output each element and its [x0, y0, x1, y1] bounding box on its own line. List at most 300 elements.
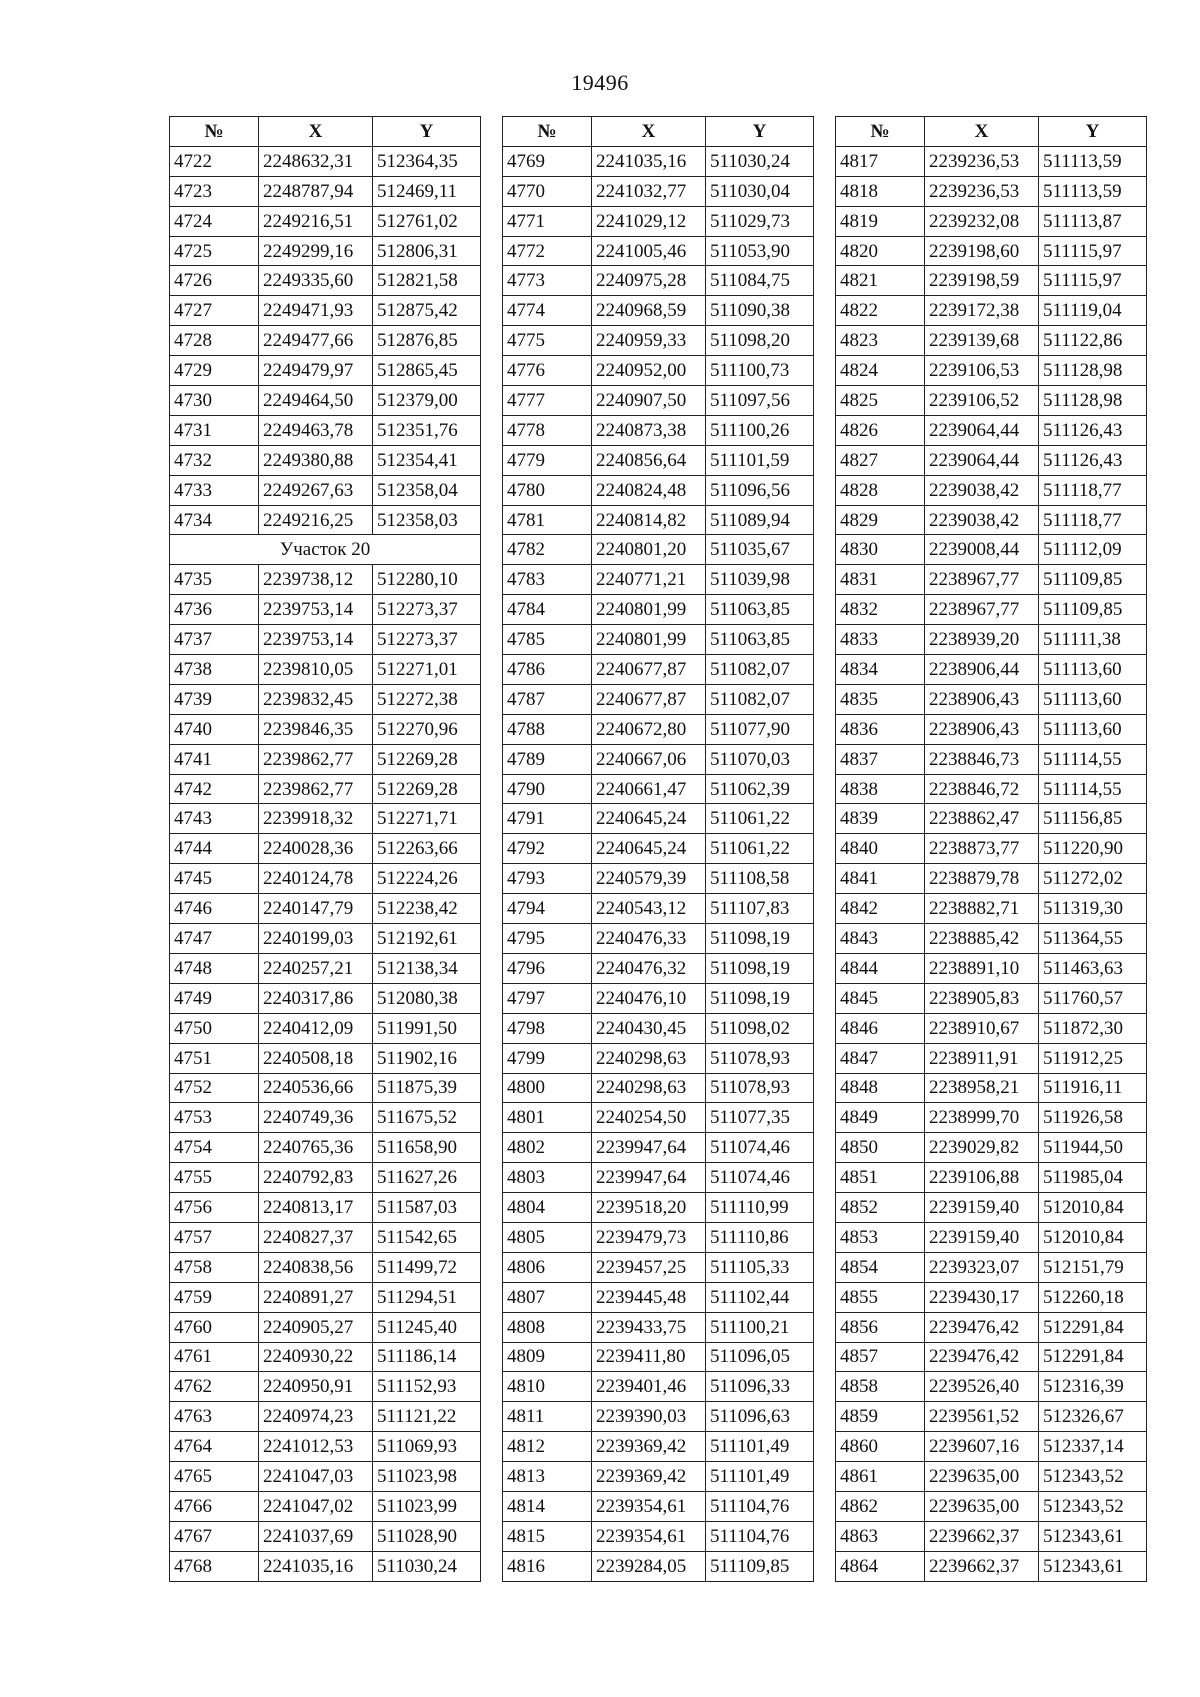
- point-number-cell: 4749: [170, 983, 259, 1013]
- point-number-cell: 4784: [503, 595, 592, 625]
- table-row: [503, 953, 814, 983]
- table-row: [836, 655, 1147, 685]
- point-number-cell: 4765: [170, 1462, 259, 1492]
- point-number-cell: 4797: [503, 983, 592, 1013]
- y-coordinate-cell: 511220,90: [1039, 834, 1147, 864]
- table-row: [836, 684, 1147, 714]
- y-coordinate-cell: 511126,43: [1039, 445, 1147, 475]
- x-coordinate-cell: 2239635,00: [925, 1462, 1039, 1492]
- y-coordinate-cell: 511102,44: [706, 1282, 814, 1312]
- point-number-cell: 4803: [503, 1163, 592, 1193]
- x-coordinate-cell: 2239064,44: [925, 415, 1039, 445]
- point-number-cell: 4793: [503, 864, 592, 894]
- y-coordinate-cell: 511096,33: [706, 1372, 814, 1402]
- table-row: [836, 266, 1147, 296]
- y-coordinate-cell: 512343,61: [1039, 1521, 1147, 1551]
- point-number-cell: 4802: [503, 1133, 592, 1163]
- point-number-cell: 4762: [170, 1372, 259, 1402]
- x-coordinate-cell: 2238846,73: [925, 744, 1039, 774]
- table-row: [836, 296, 1147, 326]
- table-row: [503, 1462, 814, 1492]
- table-row: [170, 1163, 481, 1193]
- y-coordinate-cell: 511104,76: [706, 1491, 814, 1521]
- y-coordinate-cell: 511096,56: [706, 475, 814, 505]
- table-row: [170, 445, 481, 475]
- x-coordinate-cell: 2238958,21: [925, 1073, 1039, 1103]
- y-coordinate-cell: 511110,86: [706, 1222, 814, 1252]
- x-coordinate-cell: 2240907,50: [592, 386, 706, 416]
- x-coordinate-cell: 2239753,14: [259, 595, 373, 625]
- table-row: [836, 894, 1147, 924]
- x-coordinate-cell: 2240672,80: [592, 714, 706, 744]
- y-coordinate-cell: 511128,98: [1039, 386, 1147, 416]
- table-row: [503, 744, 814, 774]
- table-row: [836, 1342, 1147, 1372]
- y-coordinate-cell: 512821,58: [373, 266, 481, 296]
- table-row: [836, 1462, 1147, 1492]
- x-coordinate-cell: 2241037,69: [259, 1521, 373, 1551]
- point-number-cell: 4754: [170, 1133, 259, 1163]
- y-coordinate-cell: 511077,90: [706, 714, 814, 744]
- point-number-cell: 4740: [170, 714, 259, 744]
- y-coordinate-cell: 511070,03: [706, 744, 814, 774]
- header-number: №: [170, 117, 259, 147]
- table-row: [503, 475, 814, 505]
- table-row: [836, 1163, 1147, 1193]
- x-coordinate-cell: 2239947,64: [592, 1133, 706, 1163]
- point-number-cell: 4847: [836, 1043, 925, 1073]
- table-row: [170, 505, 481, 535]
- point-number-cell: 4752: [170, 1073, 259, 1103]
- header-x: X: [259, 117, 373, 147]
- point-number-cell: 4771: [503, 206, 592, 236]
- point-number-cell: 4795: [503, 924, 592, 954]
- y-coordinate-cell: 511096,05: [706, 1342, 814, 1372]
- point-number-cell: 4783: [503, 565, 592, 595]
- table-row: [170, 924, 481, 954]
- y-coordinate-cell: 511074,46: [706, 1163, 814, 1193]
- point-number-cell: 4777: [503, 386, 592, 416]
- point-number-cell: 4782: [503, 535, 592, 565]
- x-coordinate-cell: 2238873,77: [925, 834, 1039, 864]
- table-row: [170, 475, 481, 505]
- x-coordinate-cell: 2248632,31: [259, 146, 373, 176]
- x-coordinate-cell: 2239354,61: [592, 1491, 706, 1521]
- y-coordinate-cell: 511104,76: [706, 1521, 814, 1551]
- point-number-cell: 4814: [503, 1491, 592, 1521]
- x-coordinate-cell: 2239607,16: [925, 1432, 1039, 1462]
- table-row: [503, 565, 814, 595]
- table-row: [503, 236, 814, 266]
- x-coordinate-cell: 2238939,20: [925, 625, 1039, 655]
- point-number-cell: 4728: [170, 326, 259, 356]
- y-coordinate-cell: 511675,52: [373, 1103, 481, 1133]
- x-coordinate-cell: 2241047,03: [259, 1462, 373, 1492]
- y-coordinate-cell: 511111,38: [1039, 625, 1147, 655]
- point-number-cell: 4859: [836, 1402, 925, 1432]
- x-coordinate-cell: 2238999,70: [925, 1103, 1039, 1133]
- y-coordinate-cell: 512080,38: [373, 983, 481, 1013]
- y-coordinate-cell: 511097,56: [706, 386, 814, 416]
- table-row: [836, 535, 1147, 565]
- point-number-cell: 4755: [170, 1163, 259, 1193]
- table-row: [503, 655, 814, 685]
- x-coordinate-cell: 2239198,59: [925, 266, 1039, 296]
- table-row: [836, 356, 1147, 386]
- y-coordinate-cell: 512010,84: [1039, 1222, 1147, 1252]
- table-row: [170, 894, 481, 924]
- table-row: [170, 1252, 481, 1282]
- y-coordinate-cell: 511030,24: [373, 1551, 481, 1581]
- table-row: [170, 684, 481, 714]
- y-coordinate-cell: 511121,22: [373, 1402, 481, 1432]
- y-coordinate-cell: 511035,67: [706, 535, 814, 565]
- point-number-cell: 4723: [170, 176, 259, 206]
- table-row: [503, 386, 814, 416]
- point-number-cell: 4764: [170, 1432, 259, 1462]
- table-row: [836, 1073, 1147, 1103]
- point-number-cell: 4738: [170, 655, 259, 685]
- x-coordinate-cell: 2239232,08: [925, 206, 1039, 236]
- x-coordinate-cell: 2240814,82: [592, 505, 706, 535]
- point-number-cell: 4858: [836, 1372, 925, 1402]
- point-number-cell: 4781: [503, 505, 592, 535]
- y-coordinate-cell: 511098,19: [706, 983, 814, 1013]
- table-row: [836, 415, 1147, 445]
- point-number-cell: 4779: [503, 445, 592, 475]
- point-number-cell: 4750: [170, 1013, 259, 1043]
- point-number-cell: 4844: [836, 953, 925, 983]
- table-row: [170, 1043, 481, 1073]
- point-number-cell: 4726: [170, 266, 259, 296]
- y-coordinate-cell: 511100,73: [706, 356, 814, 386]
- x-coordinate-cell: 2239106,88: [925, 1163, 1039, 1193]
- point-number-cell: 4785: [503, 625, 592, 655]
- page-number: 19496: [571, 70, 629, 95]
- y-coordinate-cell: 512354,41: [373, 445, 481, 475]
- point-number-cell: 4734: [170, 505, 259, 535]
- x-coordinate-cell: 2239139,68: [925, 326, 1039, 356]
- y-coordinate-cell: 511115,97: [1039, 266, 1147, 296]
- y-coordinate-cell: 511074,46: [706, 1133, 814, 1163]
- x-coordinate-cell: 2240476,32: [592, 953, 706, 983]
- point-number-cell: 4828: [836, 475, 925, 505]
- table-row: [503, 1372, 814, 1402]
- point-number-cell: 4751: [170, 1043, 259, 1073]
- x-coordinate-cell: 2239526,40: [925, 1372, 1039, 1402]
- table-row: [503, 535, 814, 565]
- point-number-cell: 4838: [836, 774, 925, 804]
- table-row: [836, 146, 1147, 176]
- x-coordinate-cell: 2239457,25: [592, 1252, 706, 1282]
- y-coordinate-cell: 511101,49: [706, 1462, 814, 1492]
- x-coordinate-cell: 2240430,45: [592, 1013, 706, 1043]
- table-row: [503, 804, 814, 834]
- table-row: [170, 296, 481, 326]
- table-row: [170, 1282, 481, 1312]
- point-number-cell: 4819: [836, 206, 925, 236]
- table-row: [503, 924, 814, 954]
- point-number-cell: 4743: [170, 804, 259, 834]
- point-number-cell: 4760: [170, 1312, 259, 1342]
- x-coordinate-cell: 2239753,14: [259, 625, 373, 655]
- header-x: X: [925, 117, 1039, 147]
- x-coordinate-cell: 2239198,60: [925, 236, 1039, 266]
- table-row: [170, 774, 481, 804]
- y-coordinate-cell: 511985,04: [1039, 1163, 1147, 1193]
- x-coordinate-cell: 2239433,75: [592, 1312, 706, 1342]
- point-number-cell: 4840: [836, 834, 925, 864]
- point-number-cell: 4804: [503, 1193, 592, 1223]
- point-number-cell: 4724: [170, 206, 259, 236]
- table-row: [170, 953, 481, 983]
- y-coordinate-cell: 512269,28: [373, 744, 481, 774]
- x-coordinate-cell: 2240476,10: [592, 983, 706, 1013]
- point-number-cell: 4756: [170, 1193, 259, 1223]
- point-number-cell: 4864: [836, 1551, 925, 1581]
- table-row: [836, 834, 1147, 864]
- table-row: [836, 505, 1147, 535]
- point-number-cell: 4849: [836, 1103, 925, 1133]
- x-coordinate-cell: 2240543,12: [592, 894, 706, 924]
- point-number-cell: 4806: [503, 1252, 592, 1282]
- x-coordinate-cell: 2240930,22: [259, 1342, 373, 1372]
- table-row: [836, 1432, 1147, 1462]
- y-coordinate-cell: 511096,63: [706, 1402, 814, 1432]
- point-number-cell: 4786: [503, 655, 592, 685]
- point-number-cell: 4824: [836, 356, 925, 386]
- x-coordinate-cell: 2240959,33: [592, 326, 706, 356]
- table-row: [503, 206, 814, 236]
- x-coordinate-cell: 2240645,24: [592, 804, 706, 834]
- coordinates-table-1: [169, 116, 481, 1582]
- x-coordinate-cell: 2239662,37: [925, 1551, 1039, 1581]
- y-coordinate-cell: 512224,26: [373, 864, 481, 894]
- x-coordinate-cell: 2240412,09: [259, 1013, 373, 1043]
- y-coordinate-cell: 511098,02: [706, 1013, 814, 1043]
- point-number-cell: 4826: [836, 415, 925, 445]
- x-coordinate-cell: 2240824,48: [592, 475, 706, 505]
- y-coordinate-cell: 511319,30: [1039, 894, 1147, 924]
- y-coordinate-cell: 511078,93: [706, 1043, 814, 1073]
- table-row: [503, 1103, 814, 1133]
- y-coordinate-cell: 511101,59: [706, 445, 814, 475]
- x-coordinate-cell: 2239172,38: [925, 296, 1039, 326]
- x-coordinate-cell: 2240579,39: [592, 864, 706, 894]
- table-row: [503, 1432, 814, 1462]
- x-coordinate-cell: 2239159,40: [925, 1193, 1039, 1223]
- point-number-cell: 4757: [170, 1222, 259, 1252]
- point-number-cell: 4856: [836, 1312, 925, 1342]
- table-row: [836, 326, 1147, 356]
- y-coordinate-cell: 511113,60: [1039, 684, 1147, 714]
- x-coordinate-cell: 2239284,05: [592, 1551, 706, 1581]
- point-number-cell: 4842: [836, 894, 925, 924]
- point-number-cell: 4787: [503, 684, 592, 714]
- x-coordinate-cell: 2238906,43: [925, 684, 1039, 714]
- table-row: [503, 1222, 814, 1252]
- x-coordinate-cell: 2249479,97: [259, 356, 373, 386]
- y-coordinate-cell: 512316,39: [1039, 1372, 1147, 1402]
- y-coordinate-cell: 511926,58: [1039, 1103, 1147, 1133]
- point-number-cell: 4737: [170, 625, 259, 655]
- x-coordinate-cell: 2239236,53: [925, 176, 1039, 206]
- x-coordinate-cell: 2249477,66: [259, 326, 373, 356]
- table-row: [503, 714, 814, 744]
- x-coordinate-cell: 2239430,17: [925, 1282, 1039, 1312]
- y-coordinate-cell: 511114,55: [1039, 774, 1147, 804]
- point-number-cell: 4845: [836, 983, 925, 1013]
- table-row: [503, 296, 814, 326]
- table-row: [836, 595, 1147, 625]
- point-number-cell: 4818: [836, 176, 925, 206]
- y-coordinate-cell: 511156,85: [1039, 804, 1147, 834]
- point-number-cell: 4739: [170, 684, 259, 714]
- point-number-cell: 4722: [170, 146, 259, 176]
- y-coordinate-cell: 511063,85: [706, 625, 814, 655]
- table-row: [503, 445, 814, 475]
- y-coordinate-cell: 511078,93: [706, 1073, 814, 1103]
- y-coordinate-cell: 511364,55: [1039, 924, 1147, 954]
- x-coordinate-cell: 2240765,36: [259, 1133, 373, 1163]
- y-coordinate-cell: 512138,34: [373, 953, 481, 983]
- y-coordinate-cell: 511069,93: [373, 1432, 481, 1462]
- point-number-cell: 4829: [836, 505, 925, 535]
- x-coordinate-cell: 2240838,56: [259, 1252, 373, 1282]
- y-coordinate-cell: 512263,66: [373, 834, 481, 864]
- point-number-cell: 4725: [170, 236, 259, 266]
- table-row: [836, 565, 1147, 595]
- y-coordinate-cell: 511499,72: [373, 1252, 481, 1282]
- y-coordinate-cell: 512010,84: [1039, 1193, 1147, 1223]
- x-coordinate-cell: 2240891,27: [259, 1282, 373, 1312]
- point-number-cell: 4823: [836, 326, 925, 356]
- point-number-cell: 4763: [170, 1402, 259, 1432]
- table-row: [836, 1252, 1147, 1282]
- y-coordinate-cell: 512351,76: [373, 415, 481, 445]
- y-coordinate-cell: 512865,45: [373, 356, 481, 386]
- y-coordinate-cell: 511084,75: [706, 266, 814, 296]
- table-row: [170, 834, 481, 864]
- table-row: [836, 1043, 1147, 1073]
- point-number-cell: 4827: [836, 445, 925, 475]
- y-coordinate-cell: 511082,07: [706, 684, 814, 714]
- point-number-cell: 4768: [170, 1551, 259, 1581]
- point-number-cell: 4810: [503, 1372, 592, 1402]
- x-coordinate-cell: 2240147,79: [259, 894, 373, 924]
- y-coordinate-cell: 512270,96: [373, 714, 481, 744]
- table-row: [836, 864, 1147, 894]
- table-row: [503, 834, 814, 864]
- x-coordinate-cell: 2241029,12: [592, 206, 706, 236]
- table-row: [170, 565, 481, 595]
- x-coordinate-cell: 2238967,77: [925, 595, 1039, 625]
- table-row: [170, 236, 481, 266]
- table-row: [503, 1043, 814, 1073]
- point-number-cell: 4788: [503, 714, 592, 744]
- y-coordinate-cell: 511105,33: [706, 1252, 814, 1282]
- y-coordinate-cell: 511115,97: [1039, 236, 1147, 266]
- table-row: [836, 176, 1147, 206]
- header-row: [170, 117, 481, 147]
- x-coordinate-cell: 2238906,43: [925, 714, 1039, 744]
- table-row: [836, 1521, 1147, 1551]
- point-number-cell: 4825: [836, 386, 925, 416]
- x-coordinate-cell: 2249267,63: [259, 475, 373, 505]
- point-number-cell: 4832: [836, 595, 925, 625]
- x-coordinate-cell: 2239445,48: [592, 1282, 706, 1312]
- y-coordinate-cell: 511109,85: [1039, 565, 1147, 595]
- point-number-cell: 4855: [836, 1282, 925, 1312]
- point-number-cell: 4732: [170, 445, 259, 475]
- header-number: №: [503, 117, 592, 147]
- table-row: [170, 1462, 481, 1492]
- table-row: [503, 505, 814, 535]
- table-row: [836, 1402, 1147, 1432]
- x-coordinate-cell: 2239862,77: [259, 744, 373, 774]
- table-row: [503, 415, 814, 445]
- point-number-cell: 4775: [503, 326, 592, 356]
- y-coordinate-cell: 512238,42: [373, 894, 481, 924]
- y-coordinate-cell: 511944,50: [1039, 1133, 1147, 1163]
- x-coordinate-cell: 2239738,12: [259, 565, 373, 595]
- x-coordinate-cell: 2240974,23: [259, 1402, 373, 1432]
- y-coordinate-cell: 512876,85: [373, 326, 481, 356]
- point-number-cell: 4809: [503, 1342, 592, 1372]
- x-coordinate-cell: 2239635,00: [925, 1491, 1039, 1521]
- point-number-cell: 4853: [836, 1222, 925, 1252]
- x-coordinate-cell: 2240298,63: [592, 1073, 706, 1103]
- x-coordinate-cell: 2239561,52: [925, 1402, 1039, 1432]
- x-coordinate-cell: 2240028,36: [259, 834, 373, 864]
- y-coordinate-cell: 511875,39: [373, 1073, 481, 1103]
- x-coordinate-cell: 2239236,53: [925, 146, 1039, 176]
- y-coordinate-cell: 511098,19: [706, 924, 814, 954]
- y-coordinate-cell: 511113,60: [1039, 655, 1147, 685]
- y-coordinate-cell: 512271,01: [373, 655, 481, 685]
- y-coordinate-cell: 511114,55: [1039, 744, 1147, 774]
- table-row: [503, 356, 814, 386]
- table-row: [170, 1013, 481, 1043]
- point-number-cell: 4796: [503, 953, 592, 983]
- table-row: [170, 1103, 481, 1133]
- x-coordinate-cell: 2240677,87: [592, 655, 706, 685]
- y-coordinate-cell: 511030,24: [706, 146, 814, 176]
- x-coordinate-cell: 2239476,42: [925, 1342, 1039, 1372]
- x-coordinate-cell: 2240298,63: [592, 1043, 706, 1073]
- point-number-cell: 4812: [503, 1432, 592, 1462]
- point-number-cell: 4817: [836, 146, 925, 176]
- section-row: [170, 535, 481, 565]
- x-coordinate-cell: 2239038,42: [925, 505, 1039, 535]
- y-coordinate-cell: 511760,57: [1039, 983, 1147, 1013]
- table-row: [503, 625, 814, 655]
- table-row: [836, 445, 1147, 475]
- point-number-cell: 4730: [170, 386, 259, 416]
- x-coordinate-cell: 2249464,50: [259, 386, 373, 416]
- point-number-cell: 4790: [503, 774, 592, 804]
- y-coordinate-cell: 511101,49: [706, 1432, 814, 1462]
- x-coordinate-cell: 2249216,51: [259, 206, 373, 236]
- x-coordinate-cell: 2239862,77: [259, 774, 373, 804]
- y-coordinate-cell: 512291,84: [1039, 1342, 1147, 1372]
- point-number-cell: 4736: [170, 595, 259, 625]
- header-y: Y: [706, 117, 814, 147]
- point-number-cell: 4808: [503, 1312, 592, 1342]
- point-number-cell: 4852: [836, 1193, 925, 1223]
- y-coordinate-cell: 511090,38: [706, 296, 814, 326]
- table-row: [170, 176, 481, 206]
